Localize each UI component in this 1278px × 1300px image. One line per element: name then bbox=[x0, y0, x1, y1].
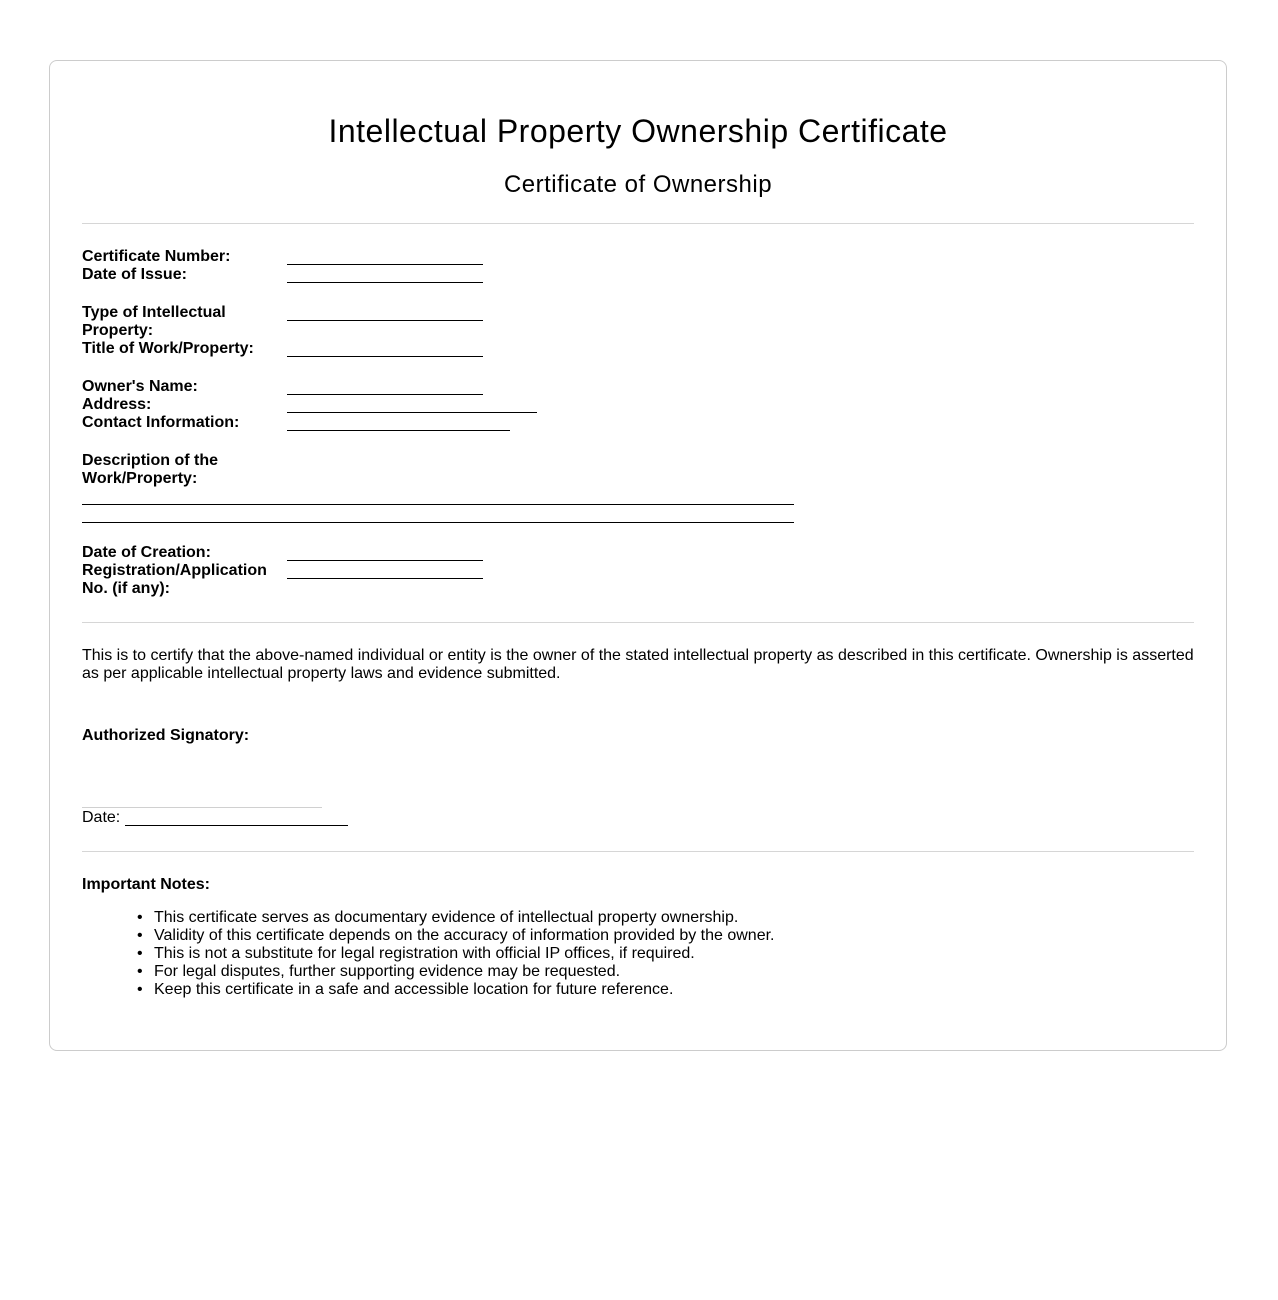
date-of-creation-line[interactable] bbox=[287, 560, 483, 561]
date-of-creation-label: Date of Creation: bbox=[82, 544, 211, 561]
note-text: This certificate serves as documentary evidence of intellectual property ownership. bbox=[154, 909, 739, 926]
owner-name-line[interactable] bbox=[287, 394, 483, 395]
list-item bbox=[137, 981, 775, 999]
description-line-2[interactable] bbox=[82, 522, 794, 523]
bullet-icon: • bbox=[137, 927, 143, 944]
registration-no-line[interactable] bbox=[287, 578, 483, 579]
list-item bbox=[137, 927, 775, 945]
bullet-icon: • bbox=[137, 945, 143, 962]
description-label: Description of the Work/Property: bbox=[82, 452, 219, 487]
signature-date-label: Date: bbox=[82, 809, 121, 826]
list-item bbox=[137, 963, 775, 981]
important-notes-heading: Important Notes: bbox=[82, 876, 210, 893]
divider-bottom bbox=[82, 851, 1194, 852]
address-line[interactable] bbox=[287, 412, 537, 413]
certificate-number-label: Certificate Number: bbox=[82, 248, 231, 265]
registration-no-label: Registration/Application No. (if any): bbox=[82, 562, 267, 597]
type-of-ip-label: Type of Intellectual Property: bbox=[82, 304, 226, 339]
list-item bbox=[137, 945, 775, 963]
address-label: Address: bbox=[82, 396, 152, 413]
type-of-ip-line[interactable] bbox=[287, 320, 483, 321]
note-text: Keep this certificate in a safe and accessible location for future reference. bbox=[154, 981, 674, 998]
owner-name-label: Owner's Name: bbox=[82, 378, 198, 395]
certificate-content bbox=[82, 61, 1194, 1050]
certificate-title: Intellectual Property Ownership Certificate bbox=[328, 113, 948, 149]
notes-list bbox=[137, 909, 775, 999]
list-item bbox=[137, 909, 775, 927]
divider-top bbox=[82, 223, 1194, 224]
bullet-icon: • bbox=[137, 981, 143, 998]
bullet-icon: • bbox=[137, 909, 143, 926]
authorized-signatory-label: Authorized Signatory: bbox=[82, 727, 250, 744]
description-line-1[interactable] bbox=[82, 504, 794, 505]
signature-line[interactable] bbox=[82, 807, 322, 808]
note-text: For legal disputes, further supporting evidence may be requested. bbox=[154, 963, 621, 980]
note-text: This is not a substitute for legal registration with official IP offices, if required. bbox=[154, 945, 695, 962]
title-of-work-label: Title of Work/Property: bbox=[82, 340, 254, 357]
certificate-card bbox=[49, 60, 1227, 1051]
bullet-icon: • bbox=[137, 963, 143, 980]
certification-statement: This is to certify that the above-named individual or entity is the owner of the stated intellectual property as described in this certificate. Ownership is asserted as per applicable intellectual property laws and evidence submitted. bbox=[82, 647, 1194, 682]
contact-info-label: Contact Information: bbox=[82, 414, 240, 431]
date-of-issue-line[interactable] bbox=[287, 282, 483, 283]
note-text: Validity of this certificate depends on the accuracy of information provided by the owner. bbox=[154, 927, 775, 944]
certificate-subtitle: Certificate of Ownership bbox=[503, 171, 773, 198]
signature-date-line[interactable] bbox=[125, 825, 348, 826]
certificate-number-line[interactable] bbox=[287, 264, 483, 265]
title-of-work-line[interactable] bbox=[287, 356, 483, 357]
date-of-issue-label: Date of Issue: bbox=[82, 266, 187, 283]
divider-middle bbox=[82, 622, 1194, 623]
contact-info-line[interactable] bbox=[287, 430, 510, 431]
